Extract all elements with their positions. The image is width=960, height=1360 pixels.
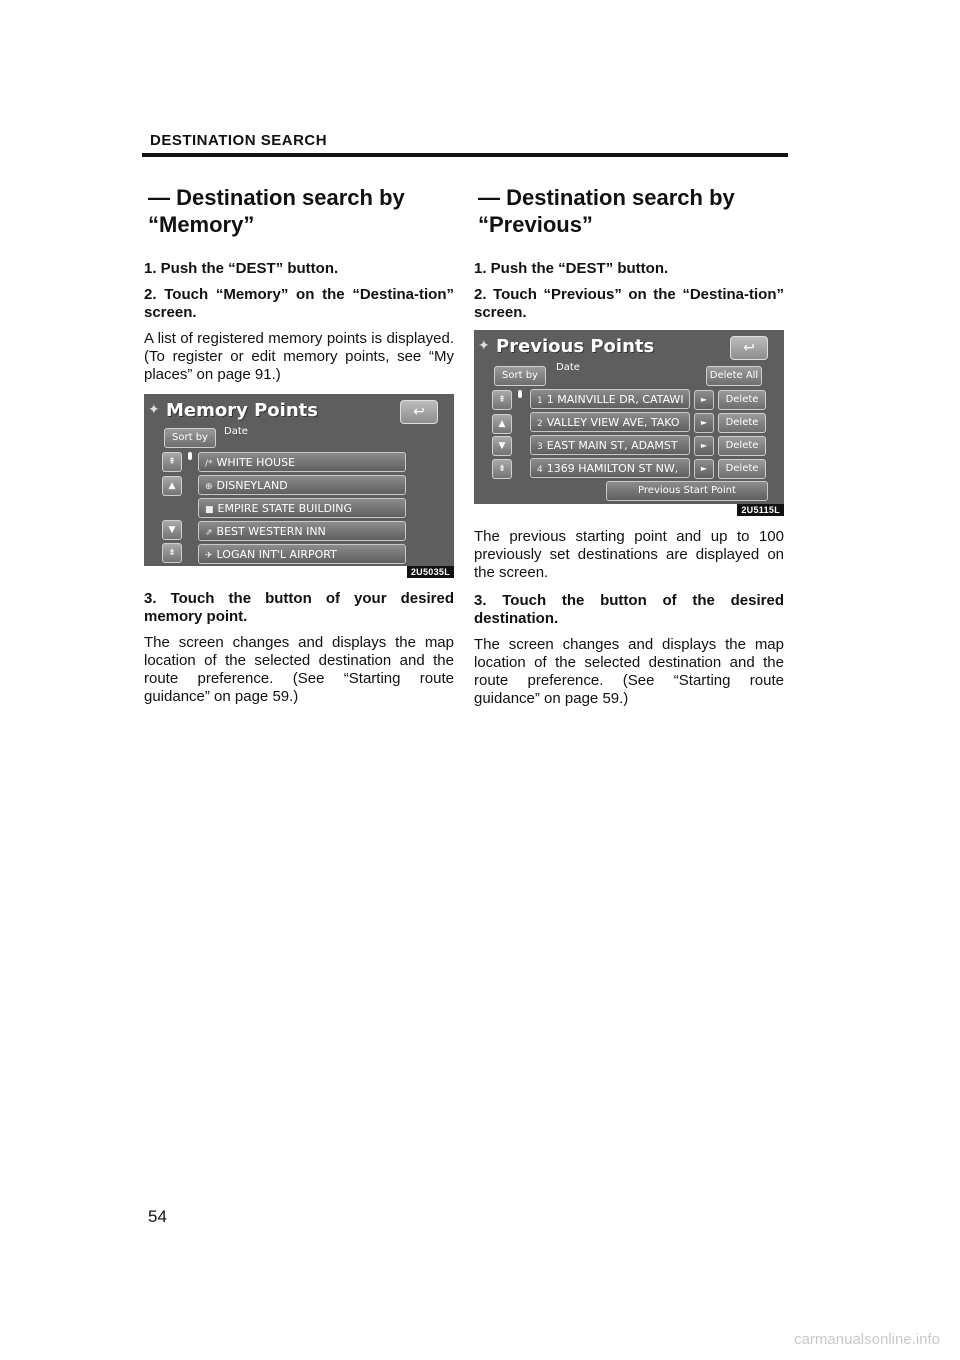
memory-item-label: LOGAN INT'L AIRPORT [216, 548, 337, 561]
previous-item[interactable] [530, 412, 690, 432]
previous-title-line1: — Destination search by [478, 185, 735, 210]
previous-item-label: EAST MAIN ST, ADAMST [546, 439, 678, 452]
item-category-icon: /* [205, 459, 213, 469]
memory-item[interactable] [198, 452, 406, 472]
sort-value: Date [224, 426, 248, 437]
memory-item[interactable] [198, 475, 406, 495]
previous-screen-title: Previous Points [496, 336, 655, 357]
item-number: 4 [537, 465, 543, 475]
previous-screen [474, 330, 784, 504]
delete-button[interactable]: Delete [718, 413, 766, 433]
previous-step3: 3. Touch the button of the desired destination. [474, 592, 784, 627]
scroll-thumb[interactable] [188, 452, 192, 460]
delete-button[interactable]: Delete [718, 436, 766, 456]
previous-section [474, 184, 784, 718]
line-up-icon[interactable]: ▲ [162, 476, 182, 496]
previous-screenshot [474, 330, 784, 515]
item-category-icon: ⇗ [205, 528, 213, 538]
sort-by-button[interactable]: Sort by [164, 428, 216, 448]
back-button[interactable]: ↩ [730, 336, 768, 360]
page-number: 54 [148, 1207, 167, 1226]
arrow-right-icon[interactable]: ► [694, 436, 714, 456]
memory-title-line1: — Destination search by [148, 185, 405, 210]
previous-item[interactable] [530, 435, 690, 455]
previous-item-label: 1369 HAMILTON ST NW, [546, 462, 679, 475]
delete-all-button[interactable]: Delete All [706, 366, 762, 386]
memory-screen-title: Memory Points [166, 400, 318, 421]
item-category-icon: ✈ [205, 551, 213, 561]
watermark: carmanualsonline.info [794, 1331, 940, 1348]
previous-para1: The previous starting point and up to 100 previously set destinations are displayed on the screen. [474, 528, 784, 581]
memory-title-line2: “Memory” [148, 212, 255, 237]
memory-item[interactable] [198, 521, 406, 541]
previous-title-line2: “Previous” [478, 212, 593, 237]
memory-item-label: WHITE HOUSE [216, 456, 296, 469]
previous-step2: 2. Touch “Previous” on the “Destina-tion” screen. [474, 286, 784, 321]
previous-title-icon: ✦ [478, 338, 490, 354]
item-number: 3 [537, 442, 543, 452]
memory-item[interactable] [198, 498, 406, 518]
previous-item[interactable] [530, 389, 690, 409]
memory-figure-code: 2U5035L [407, 566, 454, 578]
item-category-icon: ■ [205, 505, 214, 515]
item-number: 1 [537, 396, 543, 406]
memory-item[interactable] [198, 544, 406, 564]
line-up-icon[interactable]: ▲ [492, 414, 512, 434]
memory-item-label: EMPIRE STATE BUILDING [217, 502, 353, 515]
delete-button[interactable]: Delete [718, 390, 766, 410]
memory-section-title [148, 184, 454, 238]
memory-step3: 3. Touch the button of your desired memory point. [144, 590, 454, 625]
page-down-icon[interactable]: ⇟ [492, 459, 512, 479]
memory-section [144, 184, 454, 716]
previous-figure-code: 2U5115L [737, 504, 784, 516]
previous-start-point-button[interactable]: Previous Start Point [606, 481, 768, 501]
memory-step1: 1. Push the “DEST” button. [144, 260, 339, 277]
arrow-right-icon[interactable]: ► [694, 390, 714, 410]
previous-para2: The screen changes and displays the map location of the selected destination and the route preference. (See “Starting route guidance” on page 59.) [474, 636, 784, 707]
page-down-icon[interactable]: ⇟ [162, 543, 182, 563]
sort-value: Date [556, 362, 580, 373]
previous-step1: 1. Push the “DEST” button. [474, 260, 669, 277]
memory-para2: The screen changes and displays the map location of the selected destination and the route preference. (See “Starting route guidance” on page 59.) [144, 634, 454, 705]
memory-item-label: BEST WESTERN INN [216, 525, 326, 538]
previous-item-label: 1 MAINVILLE DR, CATAWI [546, 393, 684, 406]
arrow-right-icon[interactable]: ► [694, 459, 714, 479]
header-rule [142, 153, 788, 157]
memory-step2: 2. Touch “Memory” on the “Destina-tion” screen. [144, 286, 454, 321]
scroll-thumb[interactable] [518, 390, 522, 398]
line-down-icon[interactable]: ▼ [492, 436, 512, 456]
page-up-icon[interactable]: ⇞ [492, 390, 512, 410]
memory-item-label: DISNEYLAND [216, 479, 288, 492]
memory-screenshot [144, 394, 454, 577]
header-title: DESTINATION SEARCH [150, 132, 328, 149]
memory-para1: A list of registered memory points is displayed. (To register or edit memory points, see “My places” on page 91.) [144, 330, 454, 383]
memory-screen [144, 394, 454, 566]
previous-item-label: VALLEY VIEW AVE, TAKO [546, 416, 680, 429]
sort-by-button[interactable]: Sort by [494, 366, 546, 386]
line-down-icon[interactable]: ▼ [162, 520, 182, 540]
memory-title-icon: ✦ [148, 402, 160, 418]
page-up-icon[interactable]: ⇞ [162, 452, 182, 472]
previous-section-title [478, 184, 784, 238]
arrow-right-icon[interactable]: ► [694, 413, 714, 433]
delete-button[interactable]: Delete [718, 459, 766, 479]
item-category-icon: ⊕ [205, 482, 213, 492]
item-number: 2 [537, 419, 543, 429]
back-button[interactable]: ↩ [400, 400, 438, 424]
previous-item[interactable] [530, 458, 690, 478]
